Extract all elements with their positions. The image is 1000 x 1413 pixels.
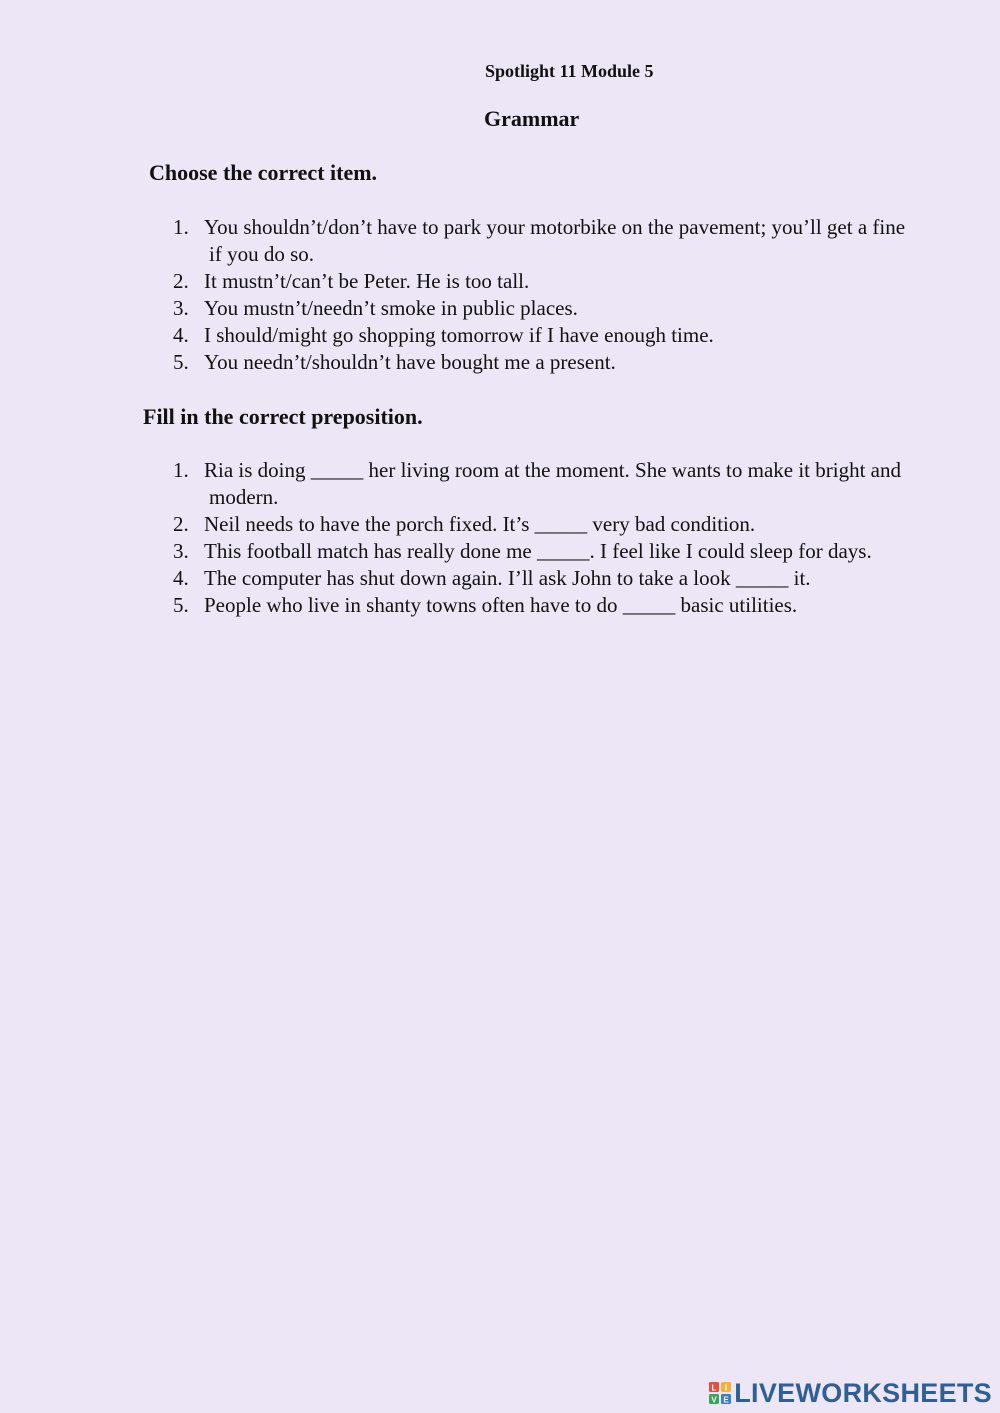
- svg-text:V: V: [711, 1395, 717, 1404]
- list-item: [173, 295, 913, 322]
- item-text: You shouldn’t/don’t have to park your motorbike on the pavement; you’ll get a fine if you do so.: [204, 215, 906, 266]
- list-item: [173, 592, 913, 619]
- item-number: 5.: [173, 593, 189, 617]
- item-text: It mustn’t/can’t be Peter. He is too tall.: [204, 269, 530, 293]
- document-subtitle: Spotlight 11 Module 5: [485, 61, 654, 81]
- liveworksheets-wordmark: LIVEWORKSHEETS: [734, 1377, 992, 1408]
- section-title-fill-preposition: Fill in the correct preposition.: [143, 404, 423, 429]
- item-number: 2.: [173, 512, 189, 536]
- list-item: [173, 511, 913, 538]
- list-item: [173, 322, 913, 349]
- item-number: 1.: [173, 215, 189, 239]
- svg-text:E: E: [723, 1395, 729, 1404]
- item-text: This football match has really done me _____. I feel like I could sleep for days.: [204, 539, 872, 563]
- item-text: The computer has shut down again. I’ll ask John to take a look _____ it.: [204, 566, 811, 590]
- choose-correct-item-list: [173, 214, 913, 376]
- list-item: [173, 457, 913, 511]
- item-number: 2.: [173, 269, 189, 293]
- liveworksheets-watermark: [709, 1379, 992, 1407]
- item-text: I should/might go shopping tomorrow if I have enough time.: [204, 323, 714, 347]
- svg-text:L: L: [711, 1383, 717, 1393]
- fill-preposition-list: [173, 457, 913, 619]
- item-number: 3.: [173, 539, 189, 563]
- list-item: [173, 349, 913, 376]
- item-text: Ria is doing _____ her living room at the moment. She wants to make it bright and modern.: [204, 458, 901, 509]
- item-text: Neil needs to have the porch fixed. It’s _____ very bad condition.: [204, 512, 756, 536]
- item-number: 4.: [173, 323, 189, 347]
- list-item: [173, 268, 913, 295]
- item-number: 1.: [173, 458, 189, 482]
- item-number: 3.: [173, 296, 189, 320]
- list-item: [173, 538, 913, 565]
- liveworksheets-logo-icon: [709, 1382, 731, 1404]
- item-text: You needn’t/shouldn’t have bought me a present.: [204, 350, 616, 374]
- document-title: Grammar: [484, 106, 580, 131]
- item-number: 5.: [173, 350, 189, 374]
- svg-text:I: I: [725, 1383, 728, 1393]
- item-number: 4.: [173, 566, 189, 590]
- item-text: You mustn’t/needn’t smoke in public places.: [204, 296, 578, 320]
- item-text: People who live in shanty towns often have to do _____ basic utilities.: [204, 593, 798, 617]
- section-title-choose-correct-item: Choose the correct item.: [149, 160, 378, 185]
- list-item: [173, 565, 913, 592]
- list-item: [173, 214, 913, 268]
